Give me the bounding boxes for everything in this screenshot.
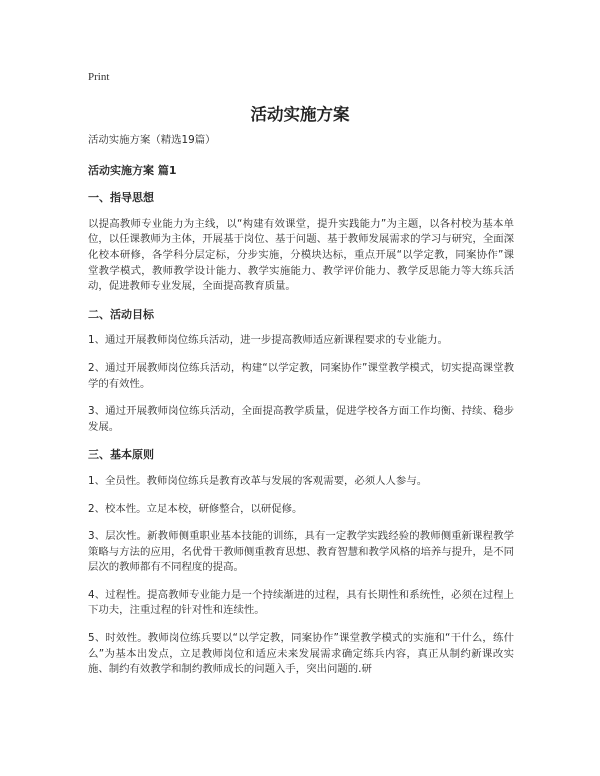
- goal-item: 1、通过开展教师岗位练兵活动，进一步提高教师适应新课程要求的专业能力。: [88, 334, 448, 347]
- principle-item: 2、校本性。立足本校，研修整合，以研促修。: [88, 502, 303, 515]
- goal-item: 2、通过开展教师岗位练兵活动，构建“以学定教，同案协作”课堂教学模式，切实提高课堂教学的有效性。: [88, 361, 514, 390]
- principle-item: 5、时效性。教师岗位练兵要以“以学定教，同案协作”课堂教学模式的实施和“干什么，练什么”为基本出发点，立足教师岗位和适应未来发展需求确定练兵内容，真正从制约新课改实施、制约有效教学和制约教师成长的问题入手，突出问题的.研: [88, 632, 514, 676]
- principle-item: 4、过程性。提高教师专业能力是一个持续渐进的过程，具有长期性和系统性，必须在过程上下功夫，注重过程的针对性和连续性。: [88, 588, 514, 617]
- principle-item: 3、层次性。新教师侧重职业基本技能的训练，具有一定教学实践经验的教师侧重新课程教学策略与方法的应用，名优骨干教师侧重教育思想、教育智慧和教学风格的培养与提升，是不同层次的教师都有不同程度的提高。: [88, 530, 515, 574]
- page-title: 活动实施方案: [250, 105, 350, 124]
- document-body: [88, 133, 514, 690]
- paragraph-guiding-thought: 以提高教师专业能力为主线，以“构建有效课堂，提升实践能力”为主题，以各村校为基本单位，以任课教师为主体，开展基于岗位、基于问题、基于教师发展需求的学习与研究，全面深化校本研修，各学科分层定标，分步实施，分模块达标，重点开展“以学定教，同案协作”课堂教学模式，教师教学设计能力、教学实施能力、教学评价能力、教学反思能力等大练兵活动，促进教师专业发展，全面提高教育质量。: [88, 217, 515, 293]
- print-label: Print: [88, 71, 110, 83]
- document-subtitle: 活动实施方案（精选19篇）: [88, 134, 216, 146]
- heading-goals: 二、活动目标: [88, 307, 154, 321]
- section-title: 活动实施方案 篇1: [88, 163, 177, 177]
- goal-item: 3、通过开展教师岗位练兵活动，全面提高教学质量，促进学校各方面工作均衡、持续、稳步发展。: [88, 405, 514, 433]
- principle-item: 1、全员性。教师岗位练兵是教育改革与发展的客观需要，必须人人参与。: [88, 474, 428, 487]
- heading-principles: 三、基本原则: [88, 448, 154, 462]
- heading-guiding-thought: 一、指导思想: [88, 191, 154, 205]
